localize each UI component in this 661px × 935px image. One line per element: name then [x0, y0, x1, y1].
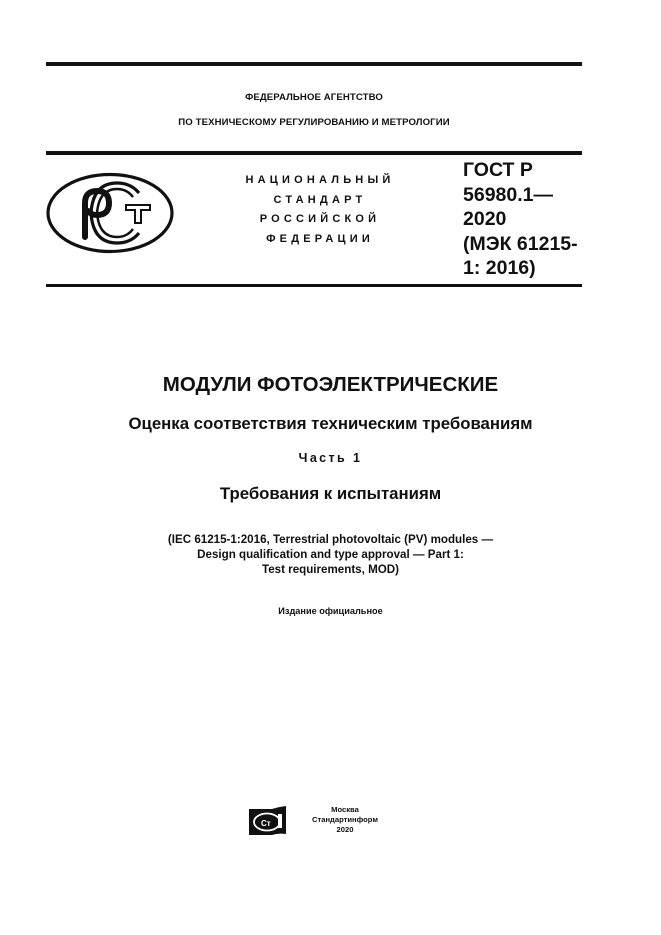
national-line: РОССИЙСКОЙ: [259, 213, 381, 225]
designation-line: ГОСТ Р: [463, 159, 533, 181]
iec-line: Test requirements, MOD): [261, 563, 399, 576]
national-line: ФЕДЕРАЦИИ: [266, 232, 374, 245]
svg-text:Ст: Ст: [261, 819, 271, 828]
designation-line: 56980.1—: [463, 183, 553, 206]
edition-label: Издание официальное: [278, 606, 383, 616]
iec-line: (IEC 61215-1:2016, Terrestrial photovoltaic (PV) modules —: [167, 533, 494, 546]
national-line: СТАНДАРТ: [273, 193, 367, 206]
agency-line-2: ПО ТЕХНИЧЕСКОМУ РЕГУЛИРОВАНИЮ И МЕТРОЛОГИИ: [178, 117, 450, 128]
part-title: Требования к испытаниям: [219, 484, 442, 503]
national-standard-label: [222, 171, 418, 249]
imprint-city: Москва: [331, 805, 359, 814]
designation-line: (МЭК 61215-: [463, 232, 578, 255]
national-line: НАЦИОНАЛЬНЫЙ: [245, 174, 395, 186]
bottom-rule: [46, 284, 582, 287]
designation-line: 1: 2016): [463, 257, 536, 279]
standartinform-logo-icon: [248, 806, 288, 836]
agency-line-1: ФЕДЕРАЛЬНОЕ АГЕНТСТВО: [245, 92, 383, 103]
imprint-year: 2020: [336, 825, 354, 834]
imprint: [300, 805, 390, 835]
subtitle: Оценка соответствия техническим требованиям: [128, 414, 533, 433]
part-number: Часть 1: [298, 451, 363, 465]
designation-line: 2020: [463, 208, 507, 230]
imprint-publisher: Стандартинформ: [312, 815, 378, 824]
iec-reference: [0, 532, 661, 577]
middle-rule: [46, 151, 582, 155]
main-title: МОДУЛИ ФОТОЭЛЕКТРИЧЕСКИЕ: [162, 373, 499, 396]
iec-line: Design qualification and type approval — Part 1:: [197, 548, 464, 561]
top-rule: [46, 62, 582, 66]
standard-designation: [463, 158, 593, 281]
rst-gost-logo-icon: [45, 171, 175, 255]
